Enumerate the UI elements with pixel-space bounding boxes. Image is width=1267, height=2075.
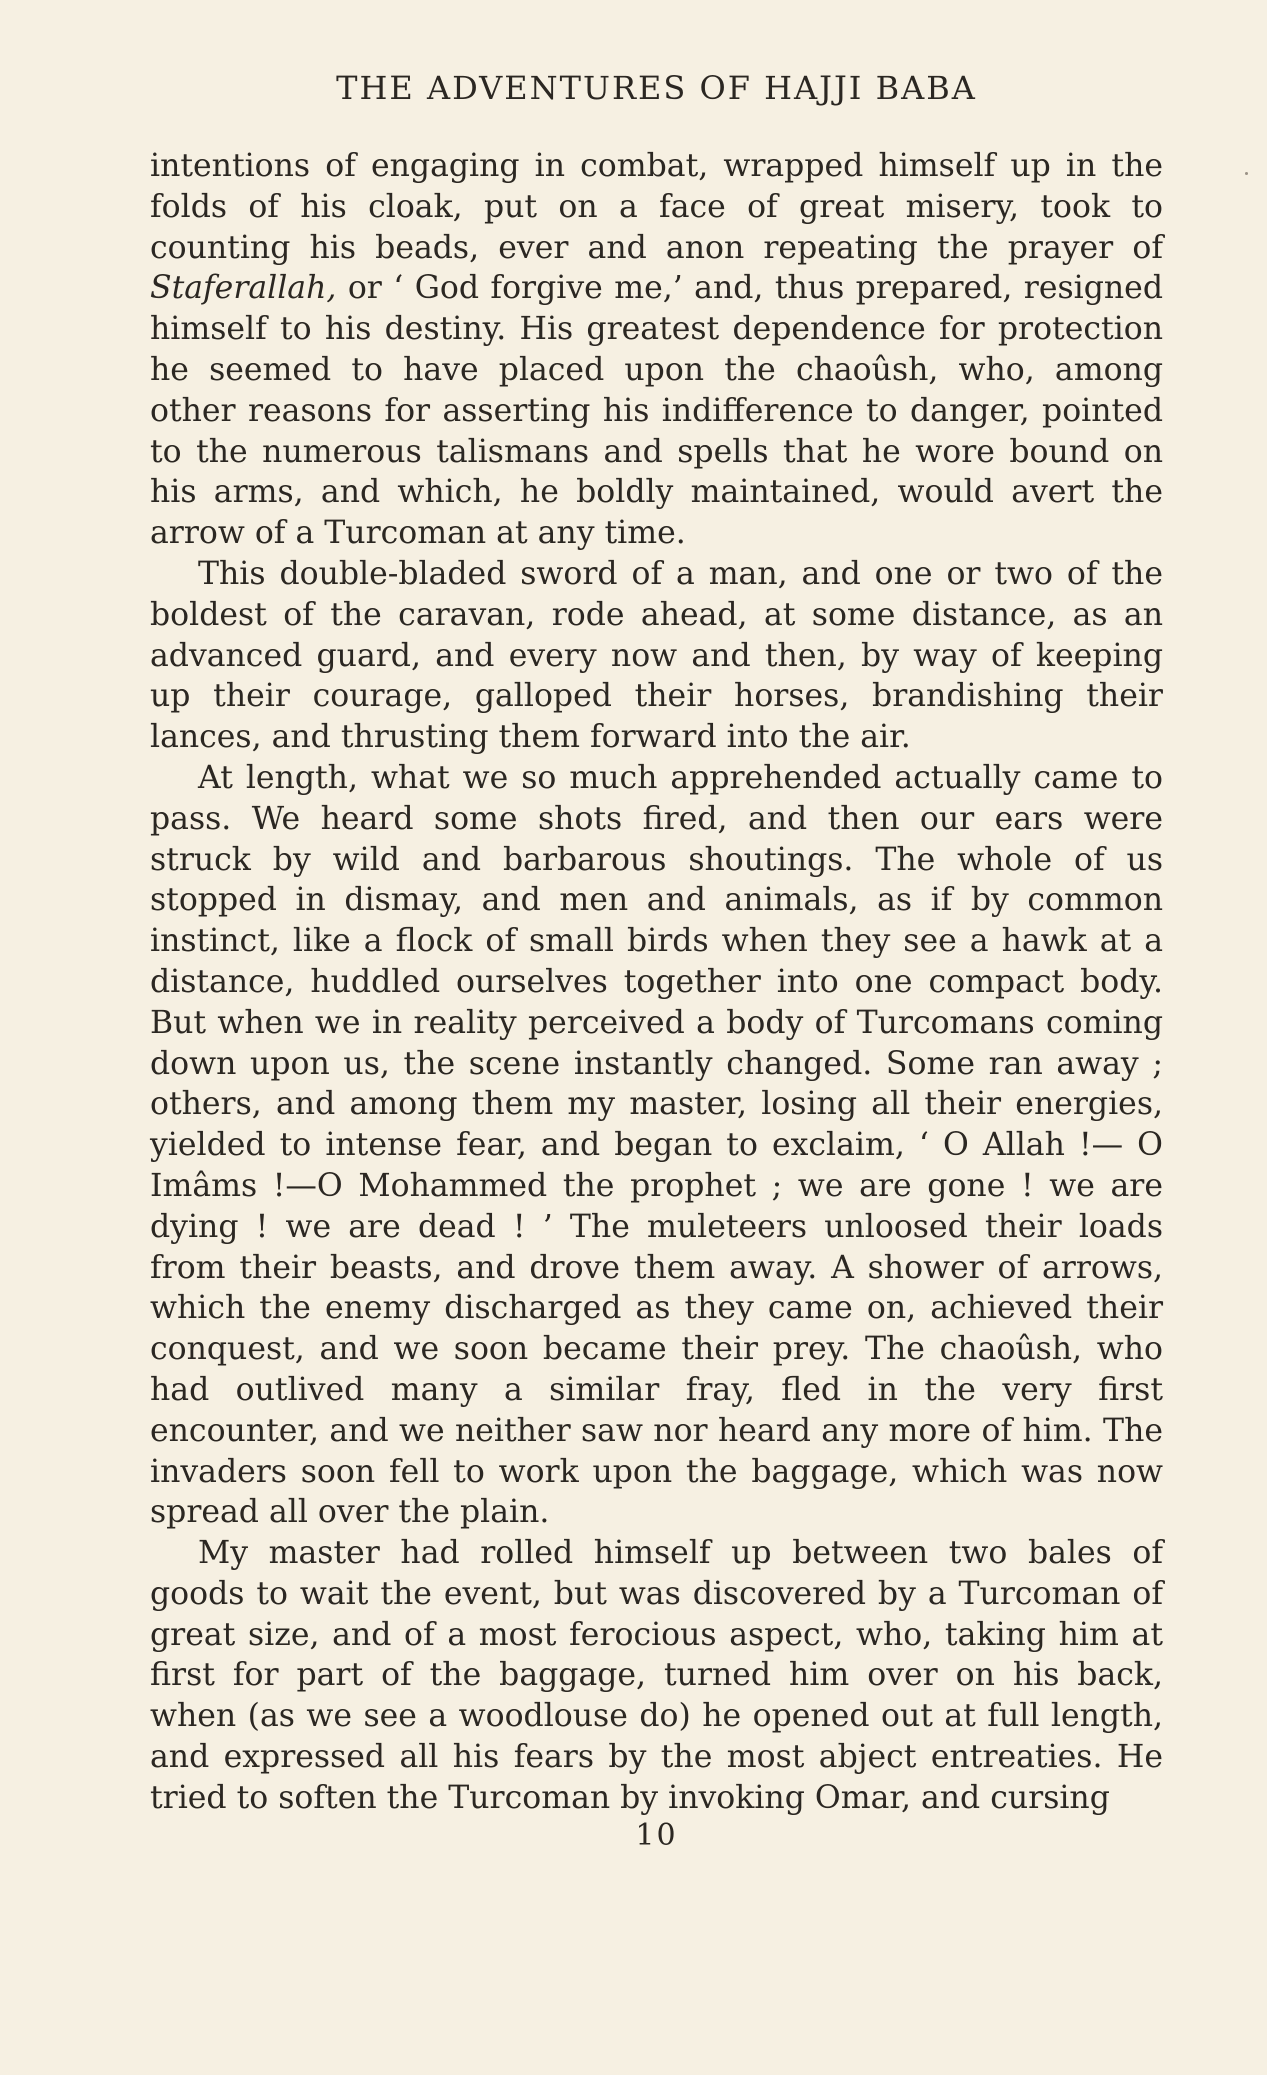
paragraph-1 [150,146,1163,554]
paragraph-1-text-before: intentions of engaging in combat, wrapped himself up in the folds of his cloak, put on a face of great misery, took to counting his beads, ever and anon repeating the prayer of [150,148,1163,266]
speck-mark [1245,172,1248,175]
paragraph-1-text-after: or ‘ God forgive me,’ and, thus prepared, resigned himself to his destiny. His greatest dependence for protection he seemed to have placed upon the chaoûsh, who, among other reasons for asserting his indifference to danger, pointed to the numerous talismans and spells that he wore bound on his arms, and which, he boldly maintained, would avert the arrow of a Turcoman at any time. [150,270,1163,552]
paragraph-2: This double-bladed sword of a man, and one or two of the boldest of the caravan, rode ahead, at some distance, as an advanced guard, and every now and then, by way of keeping up their courage, galloped their horses, brandishing their lances, and thrusting them forward into the air. [150,555,1163,756]
running-header: THE ADVENTURES OF HAJJI BABA [336,69,977,107]
paragraph-3: At length, what we so much apprehended actually came to pass. We heard some shots fired, and then our ears were struck by wild and barbarous shoutings. The whole of us stopped in dismay, and men and animals, as if by common instinct, like a flock of small birds when they see a hawk at a distance, huddled ourselves together into one compact body. But when we in reality perceived a body of Turcomans coming down upon us, the scene instantly changed. Some ran away ; others, and among them my master, losing all their energies, yielded to intense fear, and began to exclaim, ‘ O Allah !— O Imâms !—O Mohammed the prophet ; we are gone ! we are dying ! we are dead ! ’ The muleteers unloosed their loads from their beasts, and drove them away. A shower of arrows, which the enemy discharged as they came on, achieved their conquest, and we soon became their prey. The chaoûsh, who had outlived many a similar fray, fled in the very first encounter, and we neither saw nor heard any more of him. The invaders soon fell to work upon the baggage, which was now spread all over the plain. [150,759,1163,1531]
paragraph-1-italic: Staferallah, [150,270,337,307]
paragraph-4: My master had rolled himself up between two bales of goods to wait the event, but was discovered by a Turcoman of great size, and of a most ferocious aspect, who, taking him at first for part of the baggage, turned him over on his back, when (as we see a woodlouse do) he opened out at full length, and expressed all his fears by the most abject entreaties. He tried to soften the Turcoman by invoking Omar, and cursing [150,1535,1163,1816]
page-body [150,60,1163,1819]
page-number: 10 [635,1818,678,1853]
